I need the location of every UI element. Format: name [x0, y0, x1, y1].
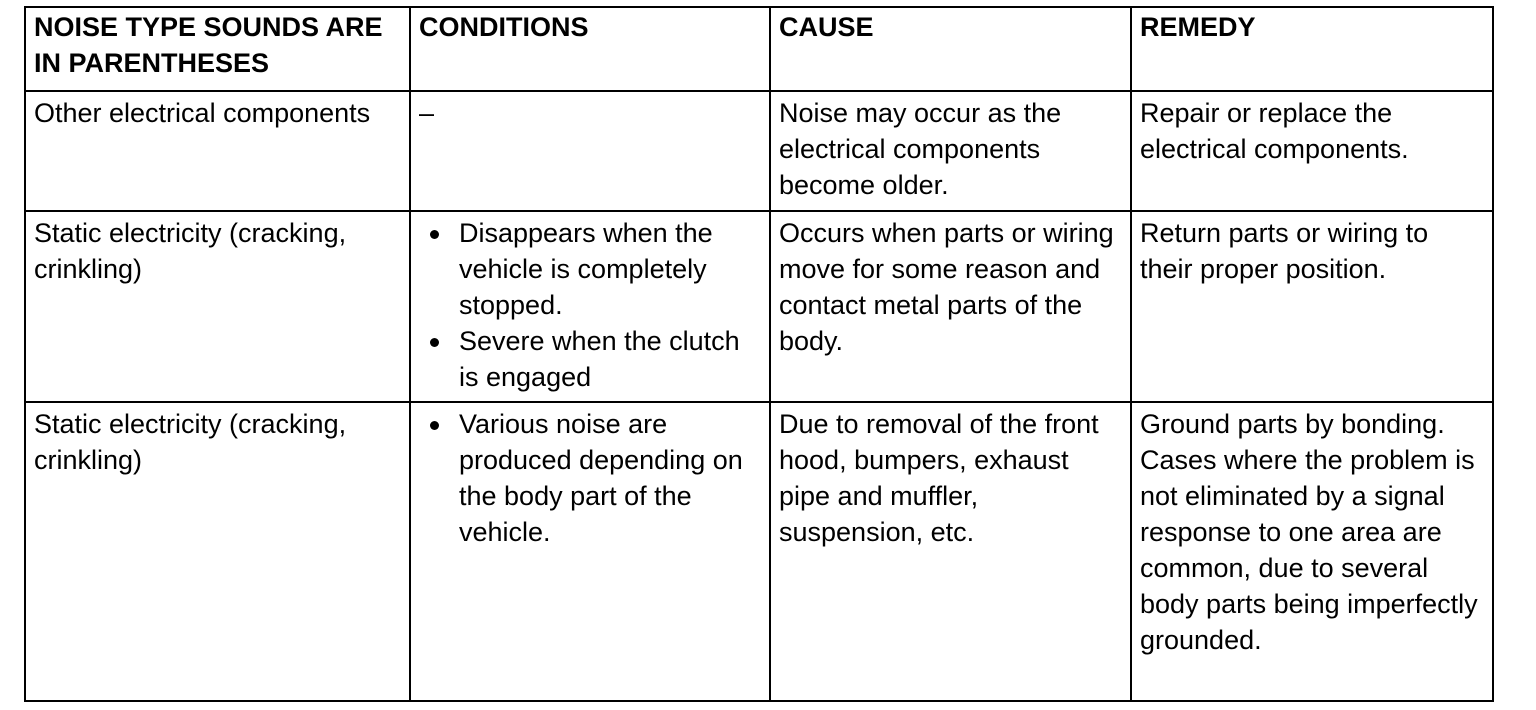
conditions-list: [419, 406, 761, 550]
conditions-list: [419, 215, 761, 395]
cell-noise-type: Static electricity (cracking, crinkling): [25, 402, 410, 701]
conditions-list-item: Various noise are produced depending on the body part of the vehicle.: [459, 406, 761, 550]
table-row: [25, 402, 1493, 701]
cell-conditions: [410, 402, 770, 701]
conditions-dash: –: [419, 98, 435, 128]
cell-cause: Due to removal of the front hood, bumpers, exhaust pipe and muffler, suspension, etc.: [770, 402, 1131, 701]
table-row: [25, 211, 1493, 402]
cell-cause: Noise may occur as the electrical components become older.: [770, 91, 1131, 211]
header-cause: CAUSE: [770, 7, 1131, 91]
cell-remedy: Return parts or wiring to their proper position.: [1131, 211, 1493, 402]
table-header-row: [25, 7, 1493, 91]
cell-conditions: [410, 91, 770, 211]
noise-diagnosis-table: [24, 6, 1494, 702]
header-noise-type: NOISE TYPE SOUNDS ARE IN PARENTHESES: [25, 7, 410, 91]
cell-remedy: Ground parts by bonding. Cases where the problem is not eliminated by a signal response to one area are common, due to several body parts being imperfectly grounded.: [1131, 402, 1493, 701]
header-conditions: CONDITIONS: [410, 7, 770, 91]
conditions-list-item: Severe when the clutch is engaged: [459, 323, 761, 395]
cell-conditions: [410, 211, 770, 402]
cell-remedy: Repair or replace the electrical components.: [1131, 91, 1493, 211]
cell-noise-type: Static electricity (cracking, crinkling): [25, 211, 410, 402]
cell-cause: Occurs when parts or wiring move for some reason and contact metal parts of the body.: [770, 211, 1131, 402]
conditions-list-item: Disappears when the vehicle is completely stopped.: [459, 215, 761, 323]
cell-noise-type: Other electrical components: [25, 91, 410, 211]
header-remedy: REMEDY: [1131, 7, 1493, 91]
table-row: [25, 91, 1493, 211]
